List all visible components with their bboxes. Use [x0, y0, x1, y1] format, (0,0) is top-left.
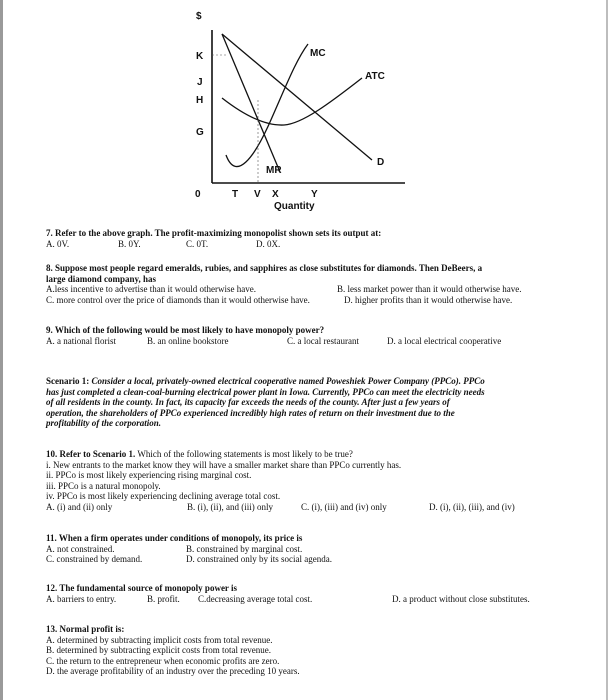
scenario-1-line-1 — [46, 376, 566, 387]
question-11-options-row-1 — [46, 544, 566, 555]
question-10-option-a[interactable]: A. (i) and (ii) only — [46, 501, 113, 512]
question-12-option-d[interactable]: D. a product without close substitutes. — [392, 593, 530, 604]
question-13-option-a[interactable]: A. determined by subtracting implicit costs from total revenue. — [46, 634, 273, 645]
question-8-stem-line-1: 8. Suppose most people regard emeralds, rubies, and sapphires as close substitutes for diamonds. Then DeBeers, a — [46, 263, 483, 273]
question-11-option-c[interactable]: C. constrained by demand. — [46, 554, 143, 565]
scenario-1-line-2: has just completed a clean-coal-burning electrical power plant in Iowa. Currently, PPCo can meet the electricity needs — [46, 386, 485, 397]
quantity-label-0: 0 — [195, 189, 201, 200]
question-11-option-a[interactable]: A. not constrained. — [46, 543, 115, 554]
scenario-1-line-3: of all residents in the county. In fact, its capacity far exceeds the needs of the county. After just a few years of — [46, 397, 450, 408]
question-10 — [46, 449, 566, 513]
question-8-option-a[interactable]: A.less incentive to advertise than it would otherwise have. — [46, 284, 256, 295]
question-8-options-row-2 — [46, 295, 566, 306]
question-10-stem-prefix: 10. Refer to Scenario 1. — [46, 449, 136, 459]
question-7-option-c[interactable]: C. 0T. — [186, 238, 209, 249]
question-9-option-c[interactable]: C. a local restaurant — [287, 335, 359, 346]
scenario-1-line-4: operation, the shareholders of PPCo experienced incredibly high rates of return on their investment due to the — [46, 407, 455, 418]
quantity-label-v: V — [254, 189, 261, 200]
question-9-stem: 9. Which of the following would be most likely to have monopoly power? — [46, 325, 325, 335]
question-9-option-d[interactable]: D. a local electrical cooperative — [387, 335, 502, 346]
question-13-stem: 13. Normal profit is: — [46, 624, 125, 634]
question-12-option-b[interactable]: B. profit. — [147, 593, 180, 604]
quantity-label-t: T — [232, 189, 239, 200]
question-11-option-b[interactable]: B. constrained by marginal cost. — [186, 543, 303, 554]
question-7-options — [46, 239, 566, 250]
question-13-option-c[interactable]: C. the return to the entrepreneur when economic profits are zero. — [46, 655, 280, 666]
question-7-option-b[interactable]: B. 0Y. — [118, 238, 141, 249]
atc-curve-label: ATC — [365, 71, 385, 82]
quantity-label-x: X — [272, 189, 279, 200]
question-10-stem — [46, 449, 566, 460]
demand-curve — [222, 34, 372, 160]
mc-curve — [226, 44, 308, 167]
mr-curve — [222, 34, 280, 172]
question-12-option-a[interactable]: A. barriers to entry. — [46, 593, 117, 604]
mc-curve-label: MC — [310, 48, 326, 59]
price-label-k: K — [196, 51, 204, 62]
question-10-statement-1: i. New entrants to the market know they will have a smaller market share than PPCo currently has. — [46, 459, 402, 470]
question-13 — [46, 624, 566, 677]
question-12-option-c[interactable]: C.decreasing average total cost. — [198, 593, 313, 604]
question-12-stem: 12. The fundamental source of monopoly power is — [46, 583, 238, 593]
question-7-option-a[interactable]: A. 0V. — [46, 238, 70, 249]
question-7-option-d[interactable]: D. 0X. — [256, 238, 281, 249]
question-10-option-b[interactable]: B. (i), (ii), and (iii) only — [187, 501, 273, 512]
y-axis-symbol: $ — [196, 11, 202, 22]
monopoly-graph — [0, 0, 608, 222]
scenario-1-line-5: profitability of the corporation. — [46, 418, 162, 429]
question-12 — [46, 583, 566, 604]
question-7-stem: 7. Refer to the above graph. The profit-maximizing monopolist shown sets its output at: — [46, 228, 382, 238]
question-9 — [46, 325, 566, 346]
question-13-option-d[interactable]: D. the average profitability of an industry over the preceding 10 years. — [46, 666, 300, 677]
question-8-option-d[interactable]: D. higher profits than it would otherwise have. — [344, 294, 513, 305]
question-10-statement-3: iii. PPCo is a natural monopoly. — [46, 480, 161, 491]
price-label-j: J — [197, 77, 203, 88]
question-8-options-row-1 — [46, 284, 566, 295]
question-10-option-c[interactable]: C. (i), (iii) and (iv) only — [301, 501, 387, 512]
question-8 — [46, 263, 566, 305]
question-8-option-c[interactable]: C. more control over the price of diamonds than it would otherwise have. — [46, 294, 310, 305]
question-10-options — [46, 502, 566, 513]
question-11-options-row-2 — [46, 554, 566, 565]
price-label-g: G — [196, 127, 204, 138]
question-10-stem-rest: Which of the following statements is most likely to be true? — [135, 449, 353, 459]
question-10-option-d[interactable]: D. (i), (ii), (iii), and (iv) — [429, 501, 515, 512]
demand-curve-label: D — [377, 157, 385, 168]
question-9-option-b[interactable]: B. an online bookstore — [147, 335, 229, 346]
question-11-stem: 11. When a firm operates under conditions of monopoly, its price is — [46, 533, 303, 543]
question-8-stem-line-2: large diamond company, has — [46, 273, 157, 284]
question-13-option-b[interactable]: B. determined by subtracting explicit costs from total revenue. — [46, 645, 271, 656]
scenario-1-line-1-text: Consider a local, privately-owned electrical cooperative named Poweshiek Power Company (PPCo). PPCo — [91, 376, 485, 386]
x-axis-title: Quantity — [274, 201, 315, 212]
quantity-label-y: Y — [311, 189, 318, 200]
question-9-option-a[interactable]: A. a national florist — [46, 335, 116, 346]
question-8-option-b[interactable]: B. less market power than it would otherwise have. — [337, 284, 522, 295]
question-12-options — [46, 594, 566, 605]
question-9-options — [46, 336, 566, 347]
scenario-1-label: Scenario 1: — [46, 376, 90, 386]
price-label-h: H — [196, 95, 204, 106]
question-7 — [46, 228, 566, 249]
mr-curve-label: MR — [266, 165, 282, 176]
question-11 — [46, 533, 566, 565]
scenario-1 — [46, 376, 566, 429]
question-10-statement-2: ii. PPCo is most likely experiencing rising marginal cost. — [46, 470, 252, 481]
question-11-option-d[interactable]: D. constrained only by its social agenda. — [186, 554, 332, 565]
question-10-statement-4: iv. PPCo is most likely experiencing declining average total cost. — [46, 491, 281, 502]
